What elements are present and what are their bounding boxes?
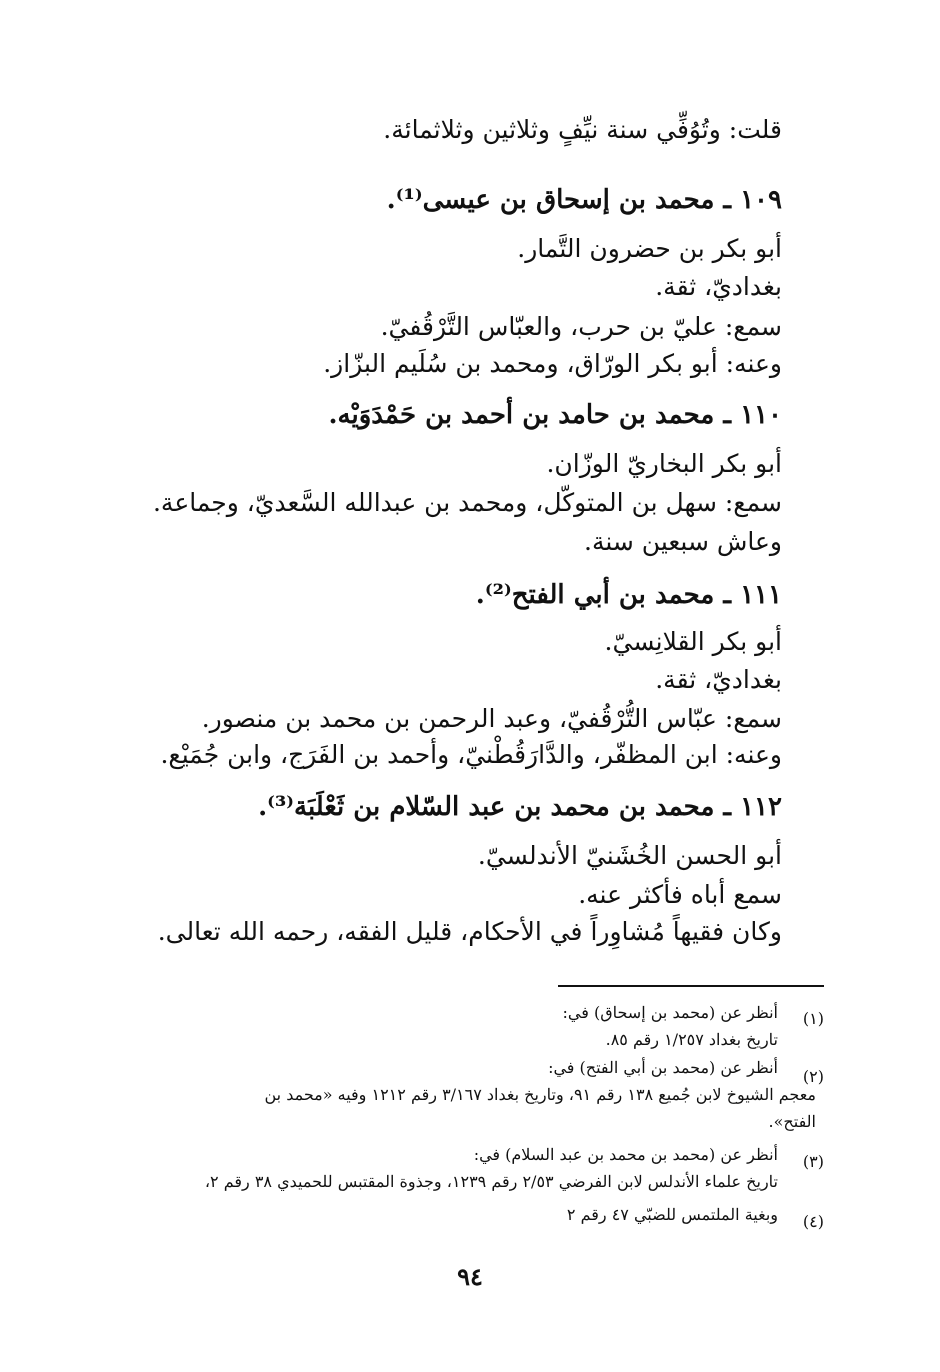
footnote-line: أنظر عن (محمد بن محمد بن عبد السلام) في: xyxy=(473,1145,778,1164)
footnote-line: الفتح». xyxy=(768,1112,816,1131)
body-line: وعاش سبعين سنة. xyxy=(584,527,782,556)
footnote-line: تاريخ علماء الأندلس لابن الفرضي ٢/٥٣ رقم ١٢٣٩، وجذوة المقتبس للحميدي ٣٨ رقم ٢، xyxy=(204,1172,778,1191)
body-line: أبو بكر البخاريّ الوزّان. xyxy=(546,449,782,478)
body-line: سمع: عليّ بن حرب، والعبّاس التَّرْقُفيّ. xyxy=(380,312,782,341)
body-line: سمع: سهل بن المتوكّل، ومحمد بن عبدالله السَّعديّ، وجماعة. xyxy=(152,488,782,517)
entry-heading-111: ١١١ ـ محمد بن أبي الفتح⁽²⁾. xyxy=(475,580,782,610)
body-line: بغداديّ، ثقة. xyxy=(655,272,782,301)
entry-heading-110: ١١٠ ـ محمد بن حامد بن أحمد بن حَمْدَوَيْه. xyxy=(328,400,782,430)
body-line: سمع: عبّاس التُّرْقُفيّ، وعبد الرحمن بن محمد بن منصور. xyxy=(201,704,782,733)
footnote-line: تاريخ بغداد ١/٢٥٧ رقم ٨٥. xyxy=(605,1030,778,1049)
body-line: أبو بكر بن حضرون التَّمار. xyxy=(517,234,782,263)
footnote-line: أنظر عن (محمد بن إسحاق) في: xyxy=(562,1003,778,1022)
page-number: ٩٤ xyxy=(457,1262,483,1291)
body-line: سمع أباه فأكثر عنه. xyxy=(578,880,782,909)
body-line: أبو بكر القلانِسيّ. xyxy=(604,627,782,656)
footnote-line: أنظر عن (محمد بن أبي الفتح) في: xyxy=(548,1058,778,1077)
footnote-number: (١) xyxy=(802,1009,824,1028)
body-line: وعنه: ابن المظفّر، والدَّارَقُطْنيّ، وأحمد بن الفَرَج، وابن جُمَيْع. xyxy=(160,740,782,769)
footnote-line: وبغية الملتمس للضبّي ٤٧ رقم ٢ xyxy=(566,1205,778,1224)
footnote-separator xyxy=(558,985,824,987)
footnote-number: (٣) xyxy=(802,1152,824,1171)
body-line: قلت: وتُوُفِّي سنة نيِّفٍ وثلاثين وثلاثمائة. xyxy=(383,115,782,144)
footnote-number: (٤) xyxy=(802,1212,824,1231)
body-line: وعنه: أبو بكر الورّاق، ومحمد بن سُلَيم البزّاز. xyxy=(323,349,782,378)
body-line: أبو الحسن الخُشَنيّ الأندلسيّ. xyxy=(477,841,782,870)
footnote-line: معجم الشيوخ لابن جُميع ١٣٨ رقم ٩١، وتاريخ بغداد ٣/١٦٧ رقم ١٢١٢ وفيه «محمد بن xyxy=(264,1085,816,1104)
entry-heading-109: ١٠٩ ـ محمد بن إسحاق بن عيسى⁽¹⁾. xyxy=(386,185,782,215)
body-line: وكان فقيهاً مُشاوِراً في الأحكام، قليل الفقه، رحمه الله تعالى. xyxy=(157,917,782,946)
body-line: بغداديّ، ثقة. xyxy=(655,665,782,694)
entry-heading-112: ١١٢ ـ محمد بن محمد بن عبد السّلام بن ثَعْلَبَة⁽³⁾. xyxy=(258,792,782,822)
footnote-number: (٢) xyxy=(802,1067,824,1086)
